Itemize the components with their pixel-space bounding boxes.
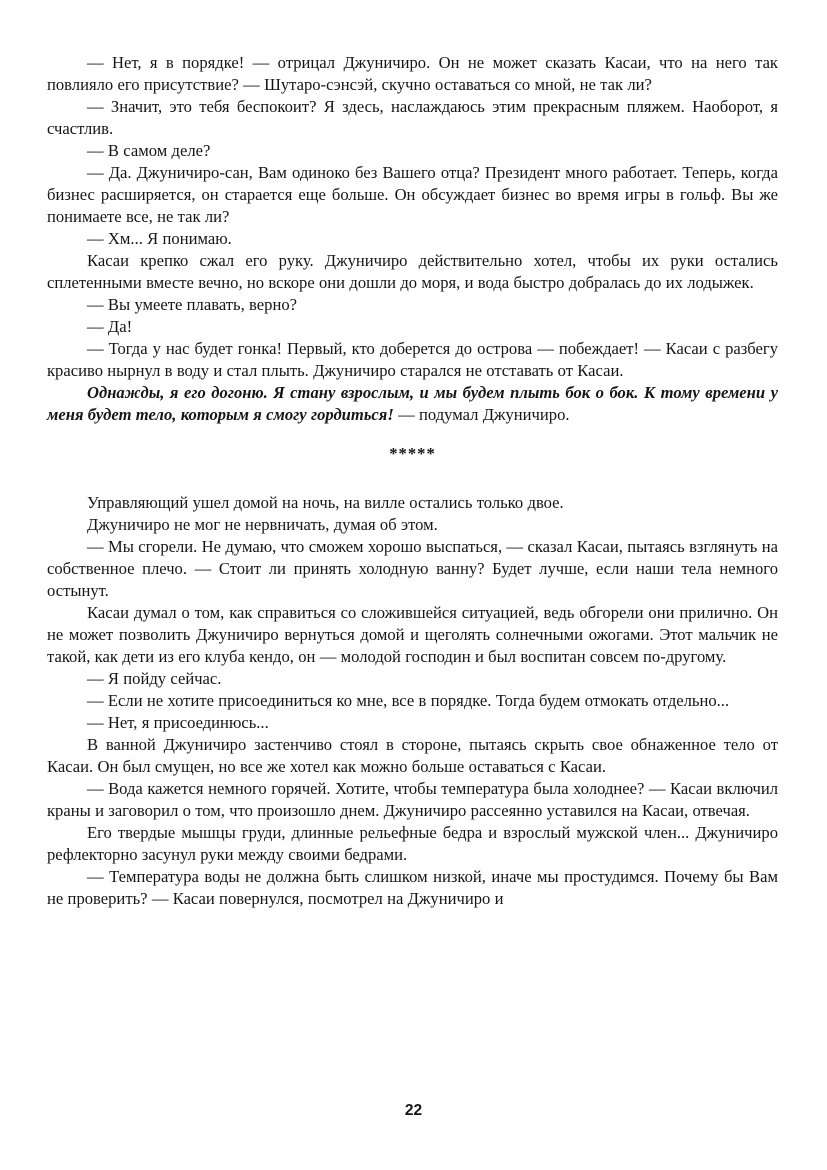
body-text-run: — Нет, я в порядке! — отрицал Джуничиро. Он не может сказать Касаи, что на него так повлияло его присутствие? — Шутаро-сэнсэй, скучно оставаться со мной, не так ли? — [47, 53, 783, 94]
paragraph — [47, 140, 778, 162]
body-text-run: — Значит, это тебя беспокоит? Я здесь, наслаждаюсь этим прекрасным пляжем. Наоборот, я счастлив. — [47, 97, 783, 138]
paragraph — [47, 228, 778, 250]
body-text-run: — Тогда у нас будет гонка! Первый, кто доберется до острова — побеждает! — Касаи с разбегу красиво нырнул в воду и стал плыть. Джуничиро старался не отставать от Касаи. — [47, 339, 783, 380]
body-text-run: — Нет, я присоединюсь... — [87, 713, 269, 732]
body-text-run: — Мы сгорели. Не думаю, что сможем хорошо выспаться, — сказал Касаи, пытаясь взглянуть на собственное плечо. — Стоит ли принять холодную ванну? Будет лучше, если наши тела немного остынут. — [47, 537, 783, 600]
paragraph — [47, 668, 778, 690]
body-text-run: Управляющий ушел домой на ночь, на вилле остались только двое. — [87, 493, 564, 512]
body-text-run: — Вы умеете плавать, верно? — [87, 295, 297, 314]
paragraph — [47, 250, 783, 294]
paragraph — [47, 690, 778, 712]
body-text-run: — Я пойду сейчас. — [87, 669, 222, 688]
body-text-run: — подумал Джуничиро. — [393, 405, 570, 424]
paragraph — [47, 492, 778, 514]
paragraph — [47, 536, 783, 602]
body-text-run: — Хм... Я понимаю. — [87, 229, 232, 248]
paragraph — [47, 822, 783, 866]
body-text-run: — Если не хотите присоединиться ко мне, все в порядке. Тогда будем отмокать отдельно... — [87, 691, 730, 710]
paragraph — [47, 294, 778, 316]
paragraph — [47, 316, 778, 338]
paragraph — [47, 96, 783, 140]
body-text-run: Джуничиро не мог не нервничать, думая об этом. — [87, 515, 438, 534]
paragraph — [47, 514, 778, 536]
scene-break-separator: ***** — [389, 444, 436, 463]
inner-thought-text: Однажды, я его догоню. Я стану взрослым, и мы будем плыть бок о бок. К тому времени у меня будет тело, которым я смогу гордиться! — [47, 383, 783, 424]
body-text-run: — В самом деле? — [87, 141, 211, 160]
section-beach-scene — [47, 52, 783, 426]
body-text-run: В ванной Джуничиро застенчиво стоял в стороне, пытаясь скрыть свое обнаженное тело от Касаи. Он был смущен, но все же хотел как можно больше оставаться с Касаи. — [47, 735, 783, 776]
body-text-run: Касаи думал о том, как справиться со сложившейся ситуацией, ведь обгорели они прилично. Он не может позволить Джуничиро вернуться домой и щеголять солнечными ожогами. Этот мальчик не такой, как дети из его клуба кендо, он — молодой господин и был воспитан совсем по-другому. — [47, 603, 783, 666]
paragraph — [47, 734, 783, 778]
section-villa-evening-scene — [47, 492, 783, 910]
body-text-run: — Да! — [87, 317, 133, 336]
paragraph — [47, 382, 783, 426]
page-number: 22 — [404, 1102, 423, 1119]
body-text-run: — Да. Джуничиро-сан, Вам одиноко без Вашего отца? Президент много работает. Теперь, когда бизнес расширяется, он старается еще больше. Он обсуждает бизнес во время игры в гольф. Вы же понимаете все, не так ли? — [47, 163, 783, 226]
body-text-run: Касаи крепко сжал его руку. Джуничиро действительно хотел, чтобы их руки остались сплетенными вместе вечно, но вскоре они дошли до моря, и вода быстро добралась до их лодыжек. — [47, 251, 783, 292]
paragraph — [47, 712, 778, 734]
paragraph — [47, 162, 783, 228]
paragraph — [47, 52, 783, 96]
body-text-run: — Вода кажется немного горячей. Хотите, чтобы температура была холоднее? — Касаи включил краны и заговорил о том, что произошло днем. Джуничиро рассеянно уставился на Касаи, отвечая. — [47, 779, 783, 820]
paragraph — [47, 602, 783, 668]
paragraph — [47, 866, 783, 910]
body-text-run: Его твердые мышцы груди, длинные рельефные бедра и взрослый мужской член... Джуничиро рефлекторно засунул руки между своими бедрами. — [47, 823, 783, 864]
paragraph — [47, 338, 783, 382]
paragraph — [47, 778, 783, 822]
body-text-run: — Температура воды не должна быть слишком низкой, иначе мы простудимся. Почему бы Вам не проверить? — Касаи повернулся, посмотрел на Джуничиро и — [47, 867, 783, 908]
page-text-block — [47, 52, 783, 910]
